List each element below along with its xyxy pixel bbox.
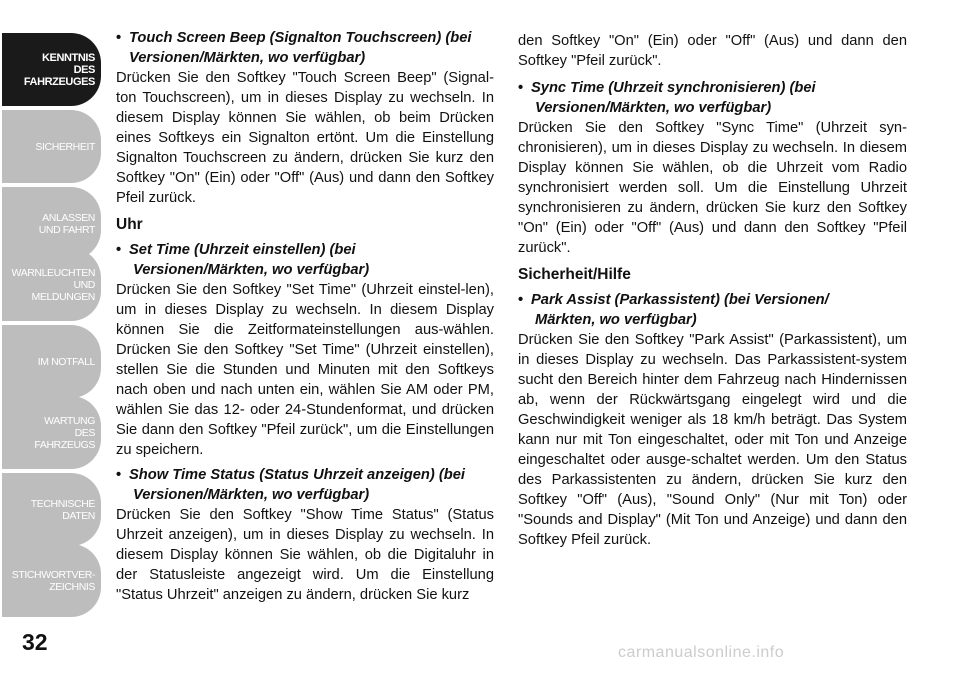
bullet-title-line2: Versionen/Märkten, wo verfügbar) [535, 100, 772, 116]
bullet-park-assist [518, 290, 907, 330]
tab-warnleuchten-und-meldungen[interactable]: WARNLEUCHTEN UND MELDUNGEN [2, 248, 101, 321]
chapter-sidebar [0, 0, 103, 678]
paragraph-sync-time: Drücken Sie den Softkey "Sync Time" (Uhrzeit syn-chronisieren), um in dieses Display zu wechseln. In diesem Display können Sie wählen, ob die Uhrzeit vom Radio synchronisiert werden soll. Um die Einstellung Uhrzeit synchronisieren zu ändern, drücken Sie kurz den Softkey "On" (Ein) oder "Off" (Aus) und dann den Softkey "Pfeil zurück". [518, 120, 907, 256]
page-number: 32 [22, 629, 48, 655]
bullet-title-line2: Versionen/Märkten, wo verfügbar) [133, 262, 370, 278]
bullet-show-time-status [116, 465, 494, 505]
bullet-title-line1: • Sync Time (Uhrzeit synchronisieren) (bei [531, 80, 816, 96]
paragraph-park-assist: Drücken Sie den Softkey "Park Assist" (Parkassistent), um in dieses Display zu wechseln. Das Parkassistent-system sucht den Bereich hinter dem Fahrzeug nach Hindernissen ab, wenn der Rückwärtsgang eingelegt wird und die Geschwindigkeit weniger als 18 km/h beträgt. Das System kann nur mit Ton eingeschaltet, oder mit Ton und Anzeige eingeschaltet oder ausge-schaltet werden. Um den Status des Parkassistenten zu ändern, drücken Sie kurz den Softkey "Off" (Aus), "Sound Only" (Nur mit Ton) oder "Sounds and Display" (Mit Ton und Anzeige) und dann den Softkey Pfeil zurück. [518, 332, 907, 548]
bullet-title-line1: • Touch Screen Beep (Signalton Touchscreen) (bei [129, 30, 472, 46]
tab-anlassen-und-fahrt[interactable]: ANLASSEN UND FAHRT [2, 187, 101, 260]
paragraph-touch-screen-beep: Drücken Sie den Softkey "Touch Screen Beep" (Signal-ton Touchscreen), um in dieses Display zu wechseln. In diesem Display können Sie wählen, ob beim Drücken eines Softkeys ein Signalton ertönt. Um die Einstellung Signalton Touchscreen zu ändern, drücken Sie kurz den Softkey "On" (Ein) oder "Off" (Aus) und dann den Softkey Pfeil zurück. [116, 70, 494, 206]
tab-im-notfall[interactable]: IM NOTFALL [2, 325, 101, 398]
bullet-title-line1: • Set Time (Uhrzeit einstellen) (bei [129, 242, 356, 258]
bullet-title-line1: • Show Time Status (Status Uhrzeit anzeigen) (bei [129, 467, 465, 483]
heading-sicherheit-hilfe: Sicherheit/Hilfe [518, 266, 631, 283]
tab-stichwortverzeichnis[interactable]: STICHWORTVER- ZEICHNIS [2, 544, 101, 617]
bullet-title-line1: • Park Assist (Parkassistent) (bei Versionen/ [531, 292, 829, 308]
bullet-title-line2: Versionen/Märkten, wo verfügbar) [129, 50, 366, 66]
tab-technische-daten[interactable]: TECHNISCHE DATEN [2, 473, 101, 546]
paragraph-show-time-status: Drücken Sie den Softkey "Show Time Status" (Status Uhrzeit anzeigen), um in dieses Display zu wechseln. In diesem Display können Sie wählen, ob die Digitaluhr in der Statusleiste angezeigt wird. Um die Einstellung "Status Uhrzeit" anzeigen zu ändern, drücken Sie kurz [116, 507, 494, 603]
tab-wartung-des-fahrzeugs[interactable]: WARTUNG DES FAHRZEUGS [2, 396, 101, 469]
right-column [518, 31, 907, 550]
bullet-title-line2: Märkten, wo verfügbar) [535, 312, 697, 328]
paragraph-set-time: Drücken Sie den Softkey "Set Time" (Uhrzeit einstel-len), um in dieses Display zu wechseln. In diesem Display können Sie die Zeitformateinstellungen aus-wählen. Drücken Sie den Softkey "Set Time" (Uhrzeit einstellen), stellen Sie die Stunden und Minuten mit den Softkeys nach oben und nach unten ein, wählen Sie AM oder PM, wählen Sie das 12- oder 24-Stundenformat, und drücken Sie dann den Softkey "Pfeil zurück", um die Einstellungen zu speichern. [116, 282, 494, 458]
bullet-sync-time [518, 78, 907, 118]
left-column [116, 28, 494, 605]
paragraph-continuation: den Softkey "On" (Ein) oder "Off" (Aus) und dann den Softkey "Pfeil zurück". [518, 33, 907, 69]
tab-kenntnis-des-fahrzeuges[interactable]: KENNTNIS DES FAHRZEUGES [2, 33, 101, 106]
bullet-touch-screen-beep [116, 28, 494, 68]
heading-uhr: Uhr [116, 216, 143, 233]
tab-sicherheit[interactable]: SICHERHEIT [2, 110, 101, 183]
bullet-title-line2: Versionen/Märkten, wo verfügbar) [133, 487, 370, 503]
watermark: carmanualsonline.info [618, 644, 785, 661]
bullet-set-time [116, 240, 494, 280]
